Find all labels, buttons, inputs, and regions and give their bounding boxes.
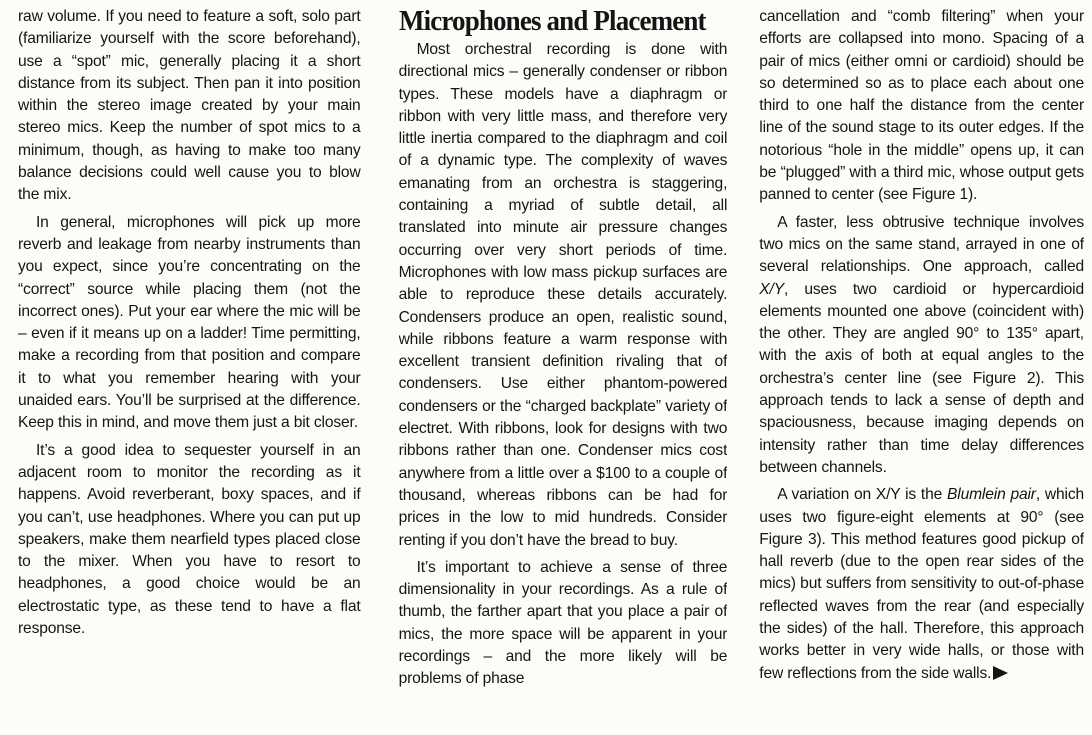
continue-arrow-icon [993,666,1008,680]
text-column-middle [399,6,728,735]
paragraph: It’s important to achieve a sense of three dimensionality in your recordings. As a rule of thumb, the farther apart that you place a pair of mics, the more space will be apparent in your recordings – and the more likely will be problems of phase [398,558,728,688]
emphasis-term: X/Y [759,280,784,298]
article-heading: Microphones and Placement [398,6,706,37]
paragraph [759,212,1084,480]
paragraph: Most orchestral recording is done with directional mics – generally condenser or ribbon types. These models have a diaphragm or ribbon with very little mass, and therefore very little inertia compared to the diaphragm and coil of a dynamic type. The complexity of waves emanating from an orchestra is staggering, containing a myriad of subtle detail, all translated into minute air pressure changes occurring over very short periods of time. Microphones with low mass pickup surfaces are able to reproduce these details accurately. Condensers produce an open, realistic sound, while ribbons feature a warm response with excellent transient definition rivaling that of condensers. Use either phantom-powered condensers or the “charged backplate” variety of electret. With ribbons, look for designs with two ribbons rather than one. Condenser mics cost anywhere from a little over a $100 to a couple of thousand, whereas ribbons can be had for prices in the low to mid hundreds. Consider renting if you don’t have the bread to buy. [398,41,728,549]
paragraph: In general, microphones will pick up more reverb and leakage from nearby instruments than you expect, since you’re concentrating on the “correct” source while placing them (not the incorrect ones). Put your ear where the mic will be – even if it means up on a ladder! Time permitting, make a recording from that position and compare it to what you remember hearing with your unaided ears. You’ll be surprised at the difference. Keep this in mind, and move them just a bit closer. [18,213,361,432]
paragraph: cancellation and “comb filtering” when your efforts are collapsed into mono. Spacing of a pair of mics (either omni or cardioid) should be so determined so as to place each about one third to one half the distance from the center line of the sound stage to its outer edges. If the notorious “hole in the middle” opens up, it can be “plugged” with a third mic, whose output gets panned to center (see Figure 1). [759,8,1084,204]
paragraph-text: , uses two cardioid or hypercardioid elements mounted one above (coincident with) the other. They are angled 90° to 135° apart, with the axis of both at equal angles to the orchestra’s center line (see Figure 2). This approach tends to lack a sense of depth and spaciousness, because imaging depends on intensity rather than time delay differences between channels. [759,280,1084,476]
text-column-left [18,6,361,735]
paragraph-text: A variation on X/Y is the [777,486,947,504]
paragraph [759,484,1084,685]
emphasis-term: Blumlein pair [947,486,1036,504]
paragraph-text: , which uses two figure-eight elements at 90° (see Figure 3). This method features good pickup of hall reverb (due to the open rear sides of the mics) but suffers from sensitivity to out-of-phase reflected waves from the rear (and especially the sides) of the hall. Therefore, this approach works better in very wide halls, or those with few reflections from the side walls. [759,486,1084,682]
paragraph: It’s a good idea to sequester yourself in an adjacent room to monitor the recording as it happens. Avoid reverberant, boxy spaces, and if you can’t, use headphones. Where you can put up speakers, make them nearfield types placed close to the mixer. When you have to resort to headphones, a good choice would be an electrostatic type, as these tend to have a flat response. [18,441,361,638]
paragraph-text: A faster, less obtrusive technique involves two mics on the same stand, arrayed in one of several relationships. One approach, called [759,213,1084,276]
text-column-right [759,6,1084,735]
paragraph: raw volume. If you need to feature a soft, solo part (familiarize yourself with the score beforehand), use a “spot” mic, generally placing it a short distance from its subject. Then pan it into position within the stereo image created by your main stereo mics. Keep the number of spot mics to a minimum, though, as having to make too many balance decisions could well cause you to blow the mix. [18,8,361,204]
